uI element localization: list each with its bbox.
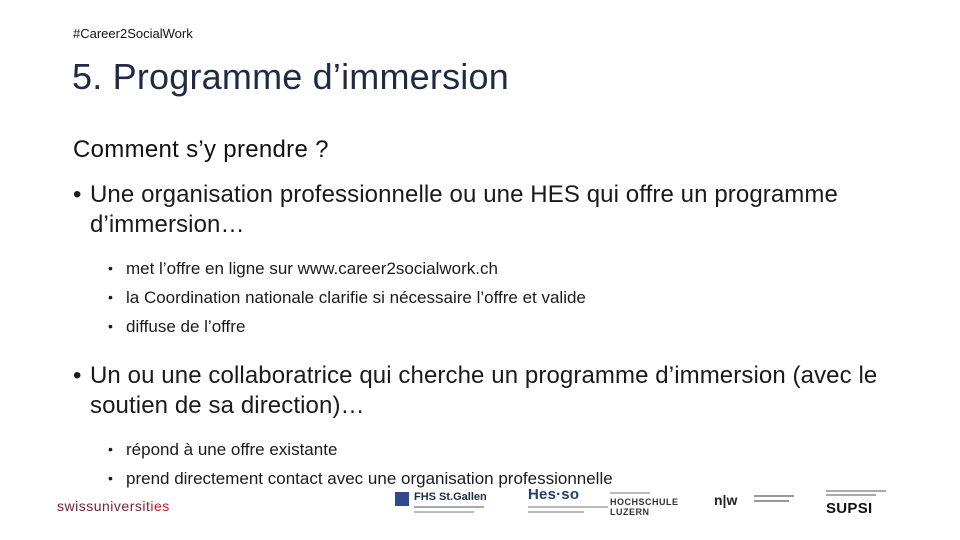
bullet-group-collaborator bbox=[73, 361, 893, 493]
logo-subline bbox=[754, 495, 794, 497]
logo-subline bbox=[414, 506, 484, 508]
partner-logos bbox=[0, 484, 960, 540]
sub-bullet-text: prend directement contact avec une organisation professionnelle bbox=[126, 469, 613, 488]
fhs-square-icon bbox=[395, 492, 409, 506]
bullet-icon: • bbox=[73, 181, 82, 208]
swissuniversities-logo bbox=[57, 498, 170, 514]
logo-text: SUPSI bbox=[826, 500, 873, 517]
bullet-icon: • bbox=[108, 441, 113, 457]
bullet-icon: • bbox=[108, 470, 113, 486]
hashtag: #Career2SocialWork bbox=[73, 26, 193, 41]
bullet-group-organisation bbox=[73, 180, 893, 341]
sub-bullet-item bbox=[73, 312, 893, 341]
slide-subtitle: Comment s’y prendre ? bbox=[73, 136, 329, 163]
logo-text: FHS St.Gallen bbox=[414, 491, 487, 503]
bullet-text: Une organisation professionnelle ou une HES qui offre un programme d’immersion… bbox=[90, 181, 838, 238]
logo-subline bbox=[414, 511, 474, 513]
sub-bullet-text: la Coordination nationale clarifie si nécessaire l’offre et valide bbox=[126, 288, 586, 307]
fhnw-logo bbox=[714, 492, 804, 516]
bullet-icon: • bbox=[108, 289, 113, 305]
bullet-icon: • bbox=[108, 318, 113, 334]
hes-so-logo bbox=[528, 486, 608, 522]
bullet-icon: • bbox=[73, 362, 82, 389]
sub-bullet-text: répond à une offre existante bbox=[126, 440, 338, 459]
logo-text: HOCHSCHULE LUZERN bbox=[610, 497, 679, 517]
logo-text: Hes·so bbox=[528, 486, 580, 503]
hslu-logo bbox=[610, 492, 690, 522]
logo-text: ies bbox=[150, 498, 170, 514]
sub-bullet-item bbox=[73, 283, 893, 312]
bullet-text: Un ou une collaboratrice qui cherche un programme d’immersion (avec le soutien de sa direction)… bbox=[90, 362, 878, 419]
bullet-list bbox=[73, 180, 893, 493]
supsi-logo bbox=[826, 490, 906, 520]
sub-bullet-text: met l’offre en ligne sur www.career2socialwork.ch bbox=[126, 259, 498, 278]
sub-bullet-item bbox=[73, 254, 893, 283]
logo-subline bbox=[826, 490, 886, 492]
logo-subline bbox=[610, 492, 650, 494]
bullet-icon: • bbox=[108, 260, 113, 276]
sub-bullet-item bbox=[73, 435, 893, 464]
logo-subline bbox=[528, 506, 608, 508]
sub-bullet-text: diffuse de l’offre bbox=[126, 317, 246, 336]
logo-subline bbox=[754, 500, 789, 502]
logo-text: swissuniversit bbox=[57, 498, 151, 514]
logo-subline bbox=[528, 511, 584, 513]
sub-bullet-list bbox=[73, 254, 893, 341]
bullet-item bbox=[73, 180, 893, 240]
slide-title: 5. Programme d’immersion bbox=[72, 56, 509, 97]
logo-subline bbox=[826, 494, 876, 496]
fhs-stgallen-logo bbox=[395, 490, 490, 518]
logo-text: n|w bbox=[714, 492, 738, 508]
bullet-item bbox=[73, 361, 893, 421]
